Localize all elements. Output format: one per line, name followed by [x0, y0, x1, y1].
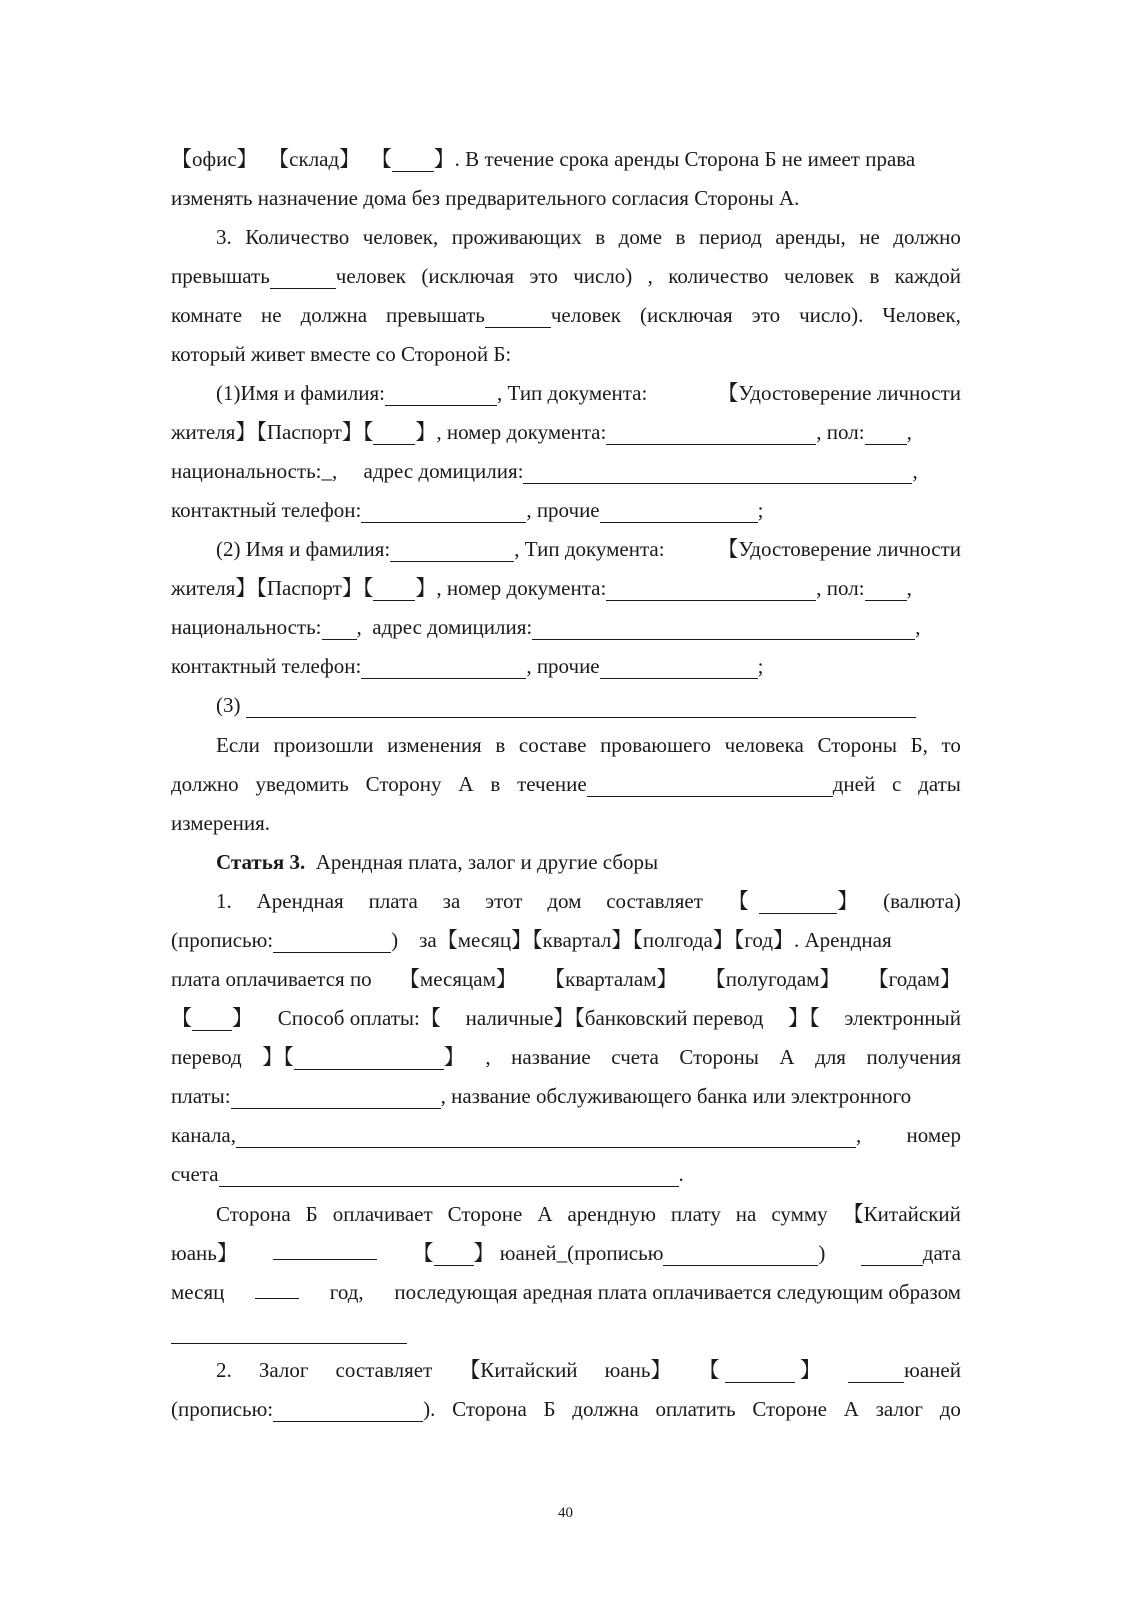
text-line: национальность:_, адрес домицилия: , — [171, 459, 918, 483]
text-line — [171, 1311, 961, 1351]
blank-field[interactable] — [725, 1356, 795, 1383]
text-line: платы: , название обслуживающего банка или электронного — [171, 1084, 912, 1108]
blank-field[interactable] — [865, 574, 907, 601]
section-heading: Статья 3. Арендная плата, залог и другие сборы — [216, 850, 659, 874]
text-line: измерения. — [171, 811, 271, 835]
text-line: плата оплачивается по 【месяцам】 【кварталам】 【полугодам】 【годам】 — [171, 967, 961, 991]
blank-field[interactable] — [294, 1043, 444, 1070]
text-line: изменять назначение дома без предварительного согласия Стороны А. — [171, 186, 800, 210]
text-line: юань】 【 】 юаней_(прописью ) дата — [171, 1233, 961, 1273]
blank-field[interactable] — [392, 145, 434, 172]
blank-field[interactable] — [273, 1233, 377, 1260]
blank-field[interactable] — [246, 691, 916, 718]
blank-field[interactable] — [373, 574, 415, 601]
blank-field[interactable] — [361, 496, 526, 523]
text-line: перевод 】【 】 , название счета Стороны А для получения — [171, 1045, 961, 1069]
text-line: национальность: , адрес домицилия: , — [171, 615, 921, 639]
text-line: 【офис】 【склад】 【 】. В течение срока аренды Сторона Б не имеет права — [171, 147, 916, 171]
blank-field[interactable] — [385, 379, 497, 406]
text-line: жителя】【Паспорт】【 】, номер документа: , пол: , — [171, 420, 912, 444]
page-number: 40 — [558, 1505, 573, 1521]
blank-field[interactable] — [759, 887, 837, 914]
blank-field[interactable] — [231, 1082, 441, 1109]
blank-field[interactable] — [600, 496, 758, 523]
text-line: Сторона Б оплачивает Стороне А арендную плату на сумму 【Китайский — [216, 1202, 961, 1226]
blank-field[interactable] — [219, 1160, 679, 1187]
text-line: 1. Арендная плата за этот дом составляет 【 】 (валюта) — [216, 889, 961, 913]
text-line: который живет вместе со Стороной Б: — [171, 342, 512, 366]
text-line: 2. Залог составляет 【Китайский юань】 【 】 юаней — [216, 1358, 961, 1382]
blank-field[interactable] — [390, 535, 514, 562]
blank-field[interactable] — [606, 418, 816, 445]
text-line: превышать человек (исключая это число) , количество человек в каждой — [171, 264, 961, 288]
text-line: Если произошли изменения в составе проваюшего человека Стороны Б, то — [216, 733, 961, 757]
text-line: (прописью: ) за【месяц】【квартал】【полгода】【год】. Арендная — [171, 928, 892, 952]
blank-field[interactable] — [523, 457, 912, 484]
blank-field[interactable] — [485, 301, 551, 328]
blank-field[interactable] — [255, 1272, 299, 1299]
blank-field[interactable] — [861, 1239, 923, 1266]
text-line: должно уведомить Сторону А в течение дней с даты — [171, 772, 961, 796]
text-line: месяц год, последующая аредная плата оплачивается следующим образом — [171, 1272, 961, 1312]
text-line: канала, , номер — [171, 1123, 961, 1147]
blank-field[interactable] — [192, 1004, 232, 1031]
text-line: контактный телефон: , прочие ; — [171, 498, 764, 522]
blank-field[interactable] — [434, 1239, 474, 1266]
text-line: (прописью: ). Сторона Б должна оплатить Стороне А залог до — [171, 1397, 961, 1421]
blank-field[interactable] — [322, 613, 357, 640]
text-line: (2) Имя и фамилия: , Тип документа: 【Удостоверение личности — [216, 537, 961, 561]
blank-field[interactable] — [270, 262, 336, 289]
text-line: (3) — [216, 685, 961, 725]
blank-field[interactable] — [361, 652, 526, 679]
blank-field[interactable] — [236, 1121, 856, 1148]
text-line: 3. Количество человек, проживающих в доме в период аренды, не должно — [216, 225, 961, 249]
blank-field[interactable] — [171, 1317, 407, 1344]
blank-field[interactable] — [273, 926, 391, 953]
text-line: жителя】【Паспорт】【 】, номер документа: , пол: , — [171, 576, 912, 600]
blank-field[interactable] — [848, 1356, 904, 1383]
text-line: контактный телефон: , прочие ; — [171, 654, 764, 678]
blank-field[interactable] — [532, 613, 915, 640]
blank-field[interactable] — [373, 418, 415, 445]
text-line: (1)Имя и фамилия: , Тип документа: 【Удостоверение личности — [216, 381, 961, 405]
text-line: 【 】 Способ оплаты:【 наличные】【банковский перевод 】【 электронный — [171, 1006, 961, 1030]
blank-field[interactable] — [663, 1239, 818, 1266]
blank-field[interactable] — [273, 1395, 423, 1422]
blank-field[interactable] — [606, 574, 816, 601]
text-line: комнате не должна превышать человек (исключая это число). Человек, — [171, 303, 961, 327]
blank-field[interactable] — [587, 770, 833, 797]
blank-field[interactable] — [865, 418, 907, 445]
text-line: счета . — [171, 1162, 684, 1186]
blank-field[interactable] — [600, 652, 758, 679]
